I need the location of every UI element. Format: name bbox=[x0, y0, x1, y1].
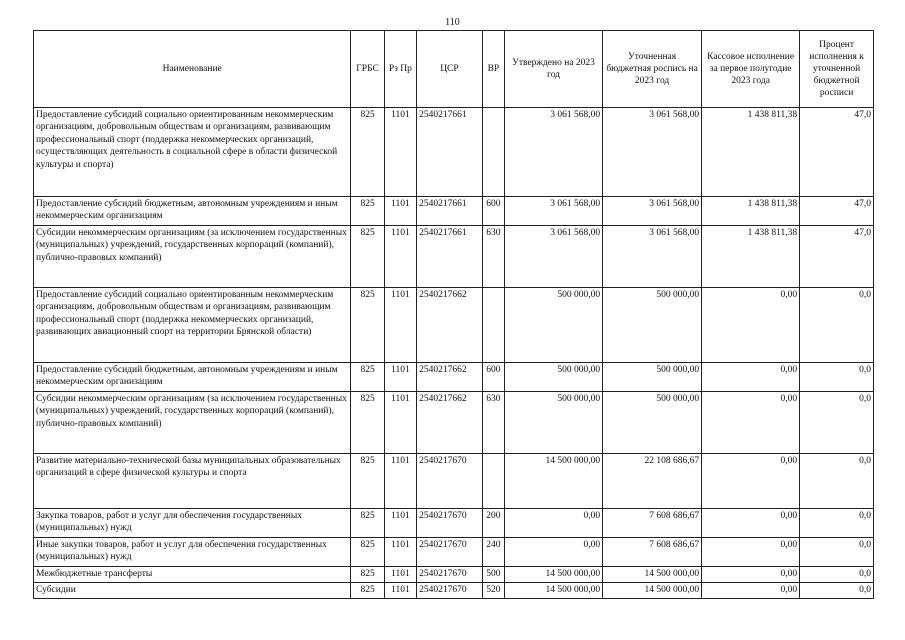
cell-vr: 630 bbox=[482, 392, 504, 454]
cell-percent: 0,0 bbox=[800, 538, 874, 567]
cell-grbs: 825 bbox=[351, 226, 384, 288]
table-row bbox=[34, 454, 874, 509]
cell-name: Субсидии bbox=[34, 583, 351, 599]
cell-grbs: 825 bbox=[351, 363, 384, 392]
header-csr: ЦСР bbox=[417, 31, 483, 108]
table-row bbox=[34, 197, 874, 226]
cell-percent: 47,0 bbox=[800, 197, 874, 226]
cell-percent: 0,0 bbox=[800, 583, 874, 599]
cell-grbs: 825 bbox=[351, 567, 384, 583]
cell-rzpr: 1101 bbox=[384, 108, 416, 197]
cell-csr: 2540217670 bbox=[417, 509, 483, 538]
header-approved: Утверждено на 2023 год bbox=[505, 31, 603, 108]
cell-csr: 2540217662 bbox=[417, 288, 483, 363]
page-number bbox=[0, 17, 905, 28]
cell-name: Закупка товаров, работ и услуг для обеспечения государственных (муниципальных) нужд bbox=[34, 509, 351, 538]
cell-cash: 1 438 811,38 bbox=[702, 108, 800, 197]
cell-cash: 0,00 bbox=[702, 538, 800, 567]
table-row bbox=[34, 288, 874, 363]
cell-approved: 500 000,00 bbox=[505, 392, 603, 454]
table-row bbox=[34, 392, 874, 454]
cell-vr: 200 bbox=[482, 509, 504, 538]
table-row bbox=[34, 567, 874, 583]
cell-rzpr: 1101 bbox=[384, 392, 416, 454]
cell-approved: 0,00 bbox=[505, 538, 603, 567]
cell-cash: 0,00 bbox=[702, 288, 800, 363]
cell-vr: 240 bbox=[482, 538, 504, 567]
cell-approved: 500 000,00 bbox=[505, 363, 603, 392]
cell-rzpr: 1101 bbox=[384, 197, 416, 226]
table-row bbox=[34, 363, 874, 392]
cell-percent: 0,0 bbox=[800, 509, 874, 538]
cell-approved: 500 000,00 bbox=[505, 288, 603, 363]
cell-revised: 500 000,00 bbox=[603, 363, 702, 392]
cell-csr: 2540217670 bbox=[417, 538, 483, 567]
cell-grbs: 825 bbox=[351, 454, 384, 509]
cell-vr bbox=[482, 454, 504, 509]
header-cash: Кассовое исполнение за первое полугодие 2023 года bbox=[702, 31, 800, 108]
cell-cash: 0,00 bbox=[702, 392, 800, 454]
page-number-text: 110 bbox=[445, 17, 460, 28]
cell-name: Предоставление субсидий социально ориентированным некоммерческим организациям, добровольным обществам и организациям, развивающим профессиональный спорт (поддержка некоммерческих организаций, осуществляющих деятельность в социальной сфере в области физической культуры и спорта) bbox=[34, 108, 351, 197]
cell-grbs: 825 bbox=[351, 583, 384, 599]
cell-name: Субсидии некоммерческим организациям (за исключением государственных (муниципальных) учреждений, государственных корпораций (компаний), публично-правовых компаний) bbox=[34, 392, 351, 454]
cell-rzpr: 1101 bbox=[384, 583, 416, 599]
cell-percent: 0,0 bbox=[800, 567, 874, 583]
cell-cash: 0,00 bbox=[702, 454, 800, 509]
cell-approved: 3 061 568,00 bbox=[505, 197, 603, 226]
cell-revised: 7 608 686,67 bbox=[603, 538, 702, 567]
cell-rzpr: 1101 bbox=[384, 226, 416, 288]
cell-grbs: 825 bbox=[351, 108, 384, 197]
cell-rzpr: 1101 bbox=[384, 454, 416, 509]
cell-vr: 500 bbox=[482, 567, 504, 583]
cell-revised: 3 061 568,00 bbox=[603, 197, 702, 226]
cell-csr: 2540217670 bbox=[417, 583, 483, 599]
cell-cash: 0,00 bbox=[702, 363, 800, 392]
cell-approved: 3 061 568,00 bbox=[505, 108, 603, 197]
cell-revised: 14 500 000,00 bbox=[603, 583, 702, 599]
cell-percent: 0,0 bbox=[800, 288, 874, 363]
cell-grbs: 825 bbox=[351, 392, 384, 454]
cell-name: Иные закупки товаров, работ и услуг для обеспечения государственных (муниципальных) нужд bbox=[34, 538, 351, 567]
cell-percent: 0,0 bbox=[800, 454, 874, 509]
cell-vr: 600 bbox=[482, 363, 504, 392]
header-name: Наименование bbox=[34, 31, 351, 108]
cell-rzpr: 1101 bbox=[384, 509, 416, 538]
header-vr: ВР bbox=[482, 31, 504, 108]
table-row bbox=[34, 538, 874, 567]
table-row bbox=[34, 583, 874, 599]
cell-vr bbox=[482, 288, 504, 363]
cell-csr: 2540217662 bbox=[417, 363, 483, 392]
cell-approved: 14 500 000,00 bbox=[505, 583, 603, 599]
header-grbs: ГРБС bbox=[351, 31, 384, 108]
header-revised: Уточненная бюджетная роспись на 2023 год bbox=[603, 31, 702, 108]
table-header-row bbox=[34, 31, 874, 108]
cell-revised: 500 000,00 bbox=[603, 392, 702, 454]
cell-name: Предоставление субсидий бюджетным, автономным учреждениям и иным некоммерческим организациям bbox=[34, 363, 351, 392]
cell-revised: 3 061 568,00 bbox=[603, 226, 702, 288]
cell-revised: 22 108 686,67 bbox=[603, 454, 702, 509]
cell-name: Межбюджетные трансферты bbox=[34, 567, 351, 583]
cell-csr: 2540217670 bbox=[417, 454, 483, 509]
cell-name: Предоставление субсидий бюджетным, автономным учреждениям и иным некоммерческим организациям bbox=[34, 197, 351, 226]
cell-name: Субсидии некоммерческим организациям (за исключением государственных (муниципальных) учреждений, государственных корпораций (компаний), публично-правовых компаний) bbox=[34, 226, 351, 288]
cell-rzpr: 1101 bbox=[384, 288, 416, 363]
cell-approved: 3 061 568,00 bbox=[505, 226, 603, 288]
cell-vr: 600 bbox=[482, 197, 504, 226]
cell-percent: 47,0 bbox=[800, 226, 874, 288]
cell-grbs: 825 bbox=[351, 538, 384, 567]
cell-approved: 14 500 000,00 bbox=[505, 454, 603, 509]
cell-name: Предоставление субсидий социально ориентированным некоммерческим организациям, добровольным обществам и организациям, развивающим профессиональный спорт (поддержка некоммерческих организаций, развивающих авиационный спорт на территории Брянской области) bbox=[34, 288, 351, 363]
cell-csr: 2540217662 bbox=[417, 392, 483, 454]
cell-revised: 14 500 000,00 bbox=[603, 567, 702, 583]
table-row bbox=[34, 108, 874, 197]
cell-revised: 500 000,00 bbox=[603, 288, 702, 363]
cell-revised: 3 061 568,00 bbox=[603, 108, 702, 197]
cell-csr: 2540217661 bbox=[417, 226, 483, 288]
cell-csr: 2540217661 bbox=[417, 197, 483, 226]
cell-revised: 7 608 686,67 bbox=[603, 509, 702, 538]
cell-approved: 14 500 000,00 bbox=[505, 567, 603, 583]
budget-execution-table bbox=[33, 30, 874, 599]
table-row bbox=[34, 226, 874, 288]
cell-grbs: 825 bbox=[351, 509, 384, 538]
cell-vr: 630 bbox=[482, 226, 504, 288]
cell-rzpr: 1101 bbox=[384, 567, 416, 583]
header-rzpr: Рз Пр bbox=[384, 31, 416, 108]
header-percent: Процент исполнения к уточненной бюджетной росписи bbox=[800, 31, 874, 108]
cell-cash: 1 438 811,38 bbox=[702, 197, 800, 226]
cell-vr: 520 bbox=[482, 583, 504, 599]
cell-name: Развитие материально-технической базы муниципальных образовательных организаций в сфере физической культуры и спорта bbox=[34, 454, 351, 509]
cell-approved: 0,00 bbox=[505, 509, 603, 538]
cell-percent: 0,0 bbox=[800, 392, 874, 454]
cell-percent: 0,0 bbox=[800, 363, 874, 392]
cell-grbs: 825 bbox=[351, 288, 384, 363]
cell-vr bbox=[482, 108, 504, 197]
cell-cash: 0,00 bbox=[702, 567, 800, 583]
cell-csr: 2540217670 bbox=[417, 567, 483, 583]
cell-percent: 47,0 bbox=[800, 108, 874, 197]
cell-rzpr: 1101 bbox=[384, 363, 416, 392]
cell-csr: 2540217661 bbox=[417, 108, 483, 197]
table-row bbox=[34, 509, 874, 538]
cell-grbs: 825 bbox=[351, 197, 384, 226]
cell-cash: 0,00 bbox=[702, 583, 800, 599]
cell-cash: 0,00 bbox=[702, 509, 800, 538]
cell-rzpr: 1101 bbox=[384, 538, 416, 567]
cell-cash: 1 438 811,38 bbox=[702, 226, 800, 288]
